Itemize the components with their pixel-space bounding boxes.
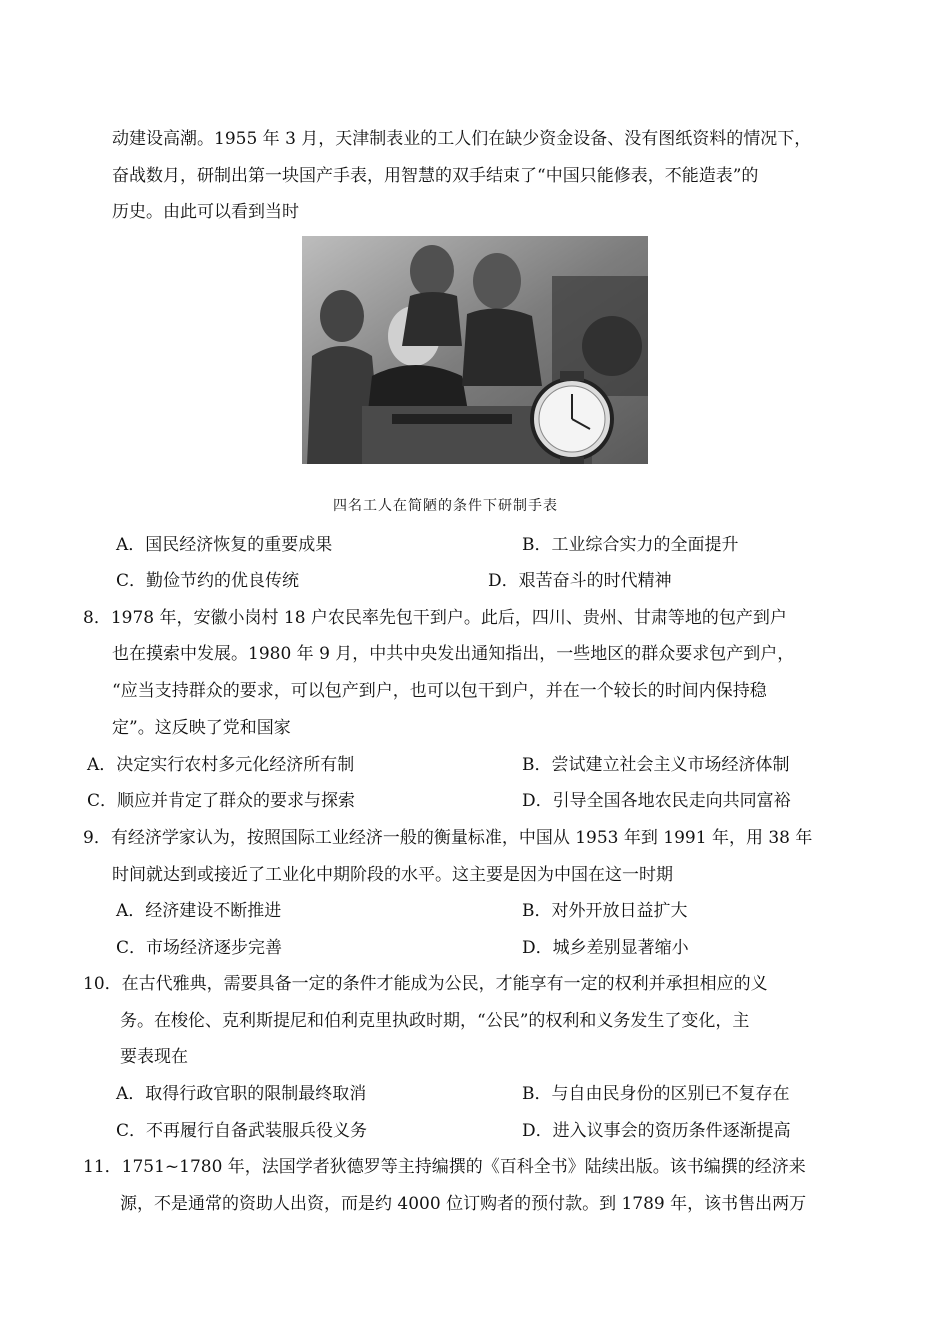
q9-option-d[interactable]: D．城乡差别显著缩小 [522,938,689,958]
photo-illustration [302,236,648,464]
q8-stem-line-3: “应当支持群众的要求，可以包产到户，也可以包干到户，并在一个较长的时间内保持稳 [112,681,767,701]
photo-caption: 四名工人在简陋的条件下研制手表 [333,498,558,514]
q7-stem-line-3: 历史。由此可以看到当时 [112,202,299,222]
q7-stem-line-1: 动建设高潮。1955 年 3 月，天津制表业的工人们在缺少资金设备、没有图纸资料的情况下， [112,129,812,149]
q10-option-a[interactable]: A．取得行政官职的限制最终取消 [116,1084,367,1104]
q9-stem-line-1: 9．有经济学家认为，按照国际工业经济一般的衡量标准，中国从 1953 年到 1991 年，用 38 年 [83,828,813,848]
q8-stem-line-1: 8．1978 年，安徽小岗村 18 户农民率先包干到户。此后，四川、贵州、甘肃等地的包产到户 [83,608,787,628]
q9-option-c[interactable]: C．市场经济逐步完善 [116,938,283,958]
q10-stem-line-2: 务。在梭伦、克利斯提尼和伯利克里执政时期，“公民”的权利和义务发生了变化，主 [120,1011,750,1031]
q10-option-d[interactable]: D．进入议事会的资历条件逐渐提高 [522,1121,791,1141]
q8-option-b[interactable]: B．尝试建立社会主义市场经济体制 [522,755,790,775]
workers-watch-photo [302,236,648,464]
q7-option-b[interactable]: B．工业综合实力的全面提升 [522,535,739,555]
q7-option-a[interactable]: A．国民经济恢复的重要成果 [116,535,333,555]
q9-option-b[interactable]: B．对外开放日益扩大 [522,901,688,921]
q9-option-a[interactable]: A．经济建设不断推进 [116,901,282,921]
q9-stem-line-2: 时间就达到或接近了工业化中期阶段的水平。这主要是因为中国在这一时期 [112,865,673,885]
q10-option-c[interactable]: C．不再履行自备武装服兵役义务 [116,1121,368,1141]
q11-stem-line-1: 11．1751~1780 年，法国学者狄德罗等主持编撰的《百科全书》陆续出版。该书编撰的经济来 [83,1157,806,1177]
q8-option-a[interactable]: A．决定实行农村多元化经济所有制 [87,755,355,775]
q7-option-d[interactable]: D．艰苦奋斗的时代精神 [488,571,672,591]
q8-stem-line-2: 也在摸索中发展。1980 年 9 月，中共中央发出通知指出，一些地区的群众要求包产到户， [112,644,795,664]
q7-option-c[interactable]: C．勤俭节约的优良传统 [116,571,300,591]
q10-stem-line-1: 10．在古代雅典，需要具备一定的条件才能成为公民，才能享有一定的权利并承担相应的义 [83,974,768,994]
q7-stem-line-2: 奋战数月，研制出第一块国产手表，用智慧的双手结束了“中国只能修表，不能造表”的 [112,166,759,186]
q8-option-d[interactable]: D．引导全国各地农民走向共同富裕 [522,791,791,811]
q10-stem-line-3: 要表现在 [120,1047,188,1067]
q10-option-b[interactable]: B．与自由民身份的区别已不复存在 [522,1084,790,1104]
q11-stem-line-2: 源，不是通常的资助人出资，而是约 4000 位订购者的预付款。到 1789 年，该书售出两万 [120,1194,807,1214]
q8-option-c[interactable]: C．顺应并肯定了群众的要求与探索 [87,791,356,811]
q8-stem-line-4: 定”。这反映了党和国家 [112,718,291,738]
